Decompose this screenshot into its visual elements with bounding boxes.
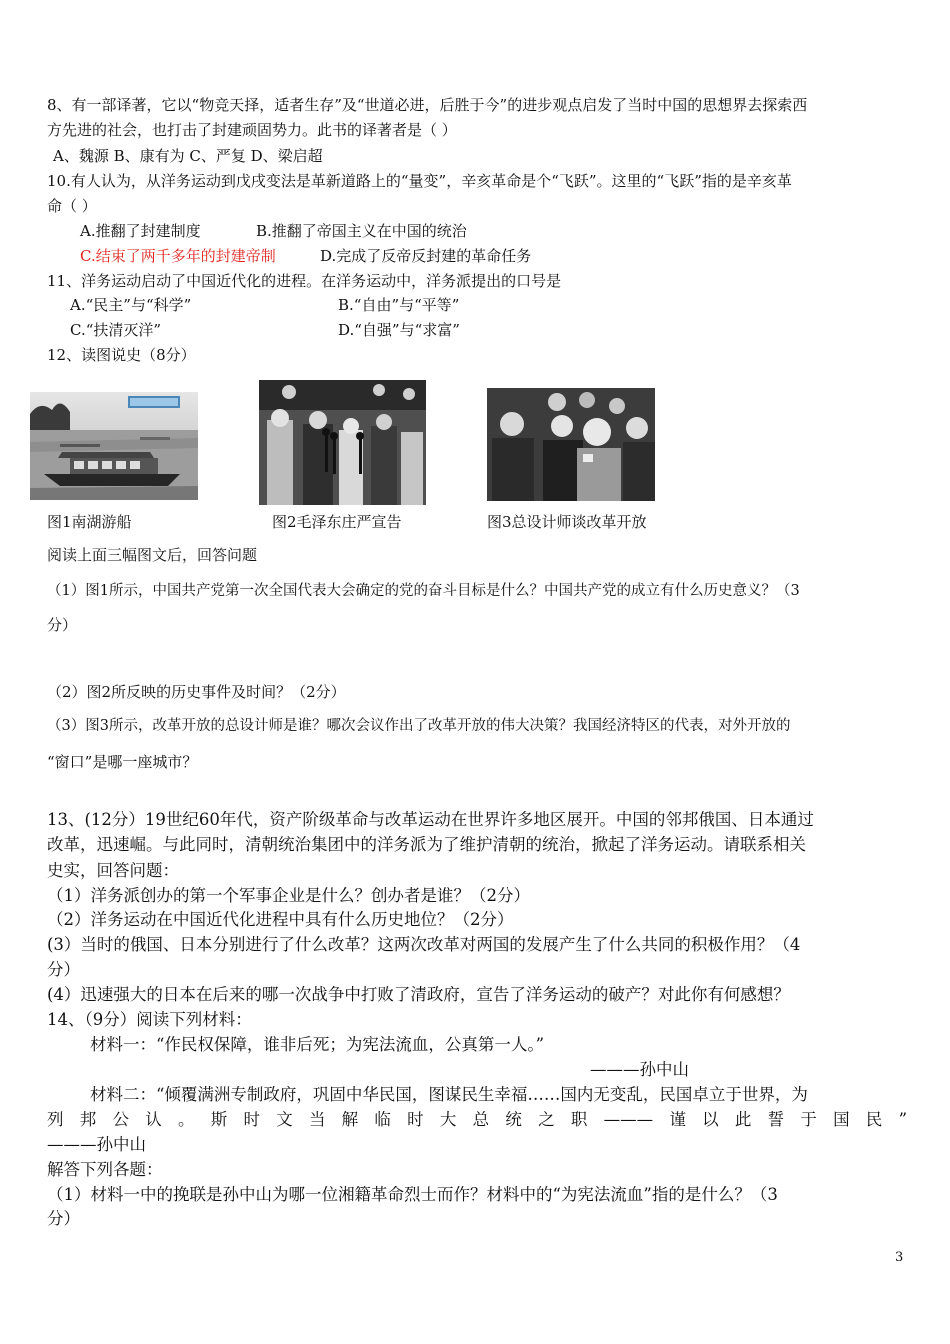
q10-stem-line1: 10.有人认为，从洋务运动到戊戌变法是革新道路上的“量变”，辛亥革命是个“飞跃”。这里的“飞跃”指的是辛亥革	[47, 172, 792, 190]
q12-part3-line2: “窗口”是哪一座城市？	[47, 753, 198, 771]
q13-part2: （2）洋务运动在中国近代化进程中具有什么历史地位？（2分）	[47, 910, 514, 929]
q13-stem-line1: 13、(12分）19世纪60年代，资产阶级革命与改革运动在世界许多地区展开。中国的邻邦俄国、日本通过	[47, 810, 814, 829]
q14-material2-line1: 材料二：“倾覆满洲专制政府，巩固中华民国，图谋民生幸福……国内无变乱，民国卓立于世界，为	[90, 1085, 808, 1104]
q14-material1-source: ———孙中山	[590, 1060, 689, 1079]
q14-part1-line2: 分）	[47, 1209, 80, 1228]
q12-part1-line2: 分）	[47, 616, 78, 634]
q11-option-c: C.“扶清灭洋”	[70, 321, 162, 339]
figure-3-caption: 图3总设计师谈改革开放	[487, 513, 647, 531]
q12-part1-line1: （1）图1所示，中国共产党第一次全国代表大会确定的党的奋斗目标是什么？中国共产党的成立有什么历史意义？（3	[47, 583, 800, 599]
figure-3-photo	[487, 388, 655, 501]
page-number: 3	[895, 1250, 904, 1265]
figure-1-photo	[30, 392, 198, 500]
figure-1-caption: 图1南湖游船	[47, 513, 132, 531]
q8-stem-line2: 方先进的社会，也打击了封建顽固势力。此书的译著者是（ ）	[47, 121, 457, 139]
q10-stem-line2: 命（ ）	[47, 197, 97, 215]
q14-material2-source: ———孙中山	[47, 1135, 146, 1154]
q8-stem-line1: 8、有一部译著，它以“物竞天择，适者生存”及“世道必进，后胜于今”的进步观点启发了当时中国的思想界去探索西	[47, 96, 808, 114]
q10-option-b: B.推翻了帝国主义在中国的统治	[256, 222, 467, 240]
q14-instruction: 解答下列各题：	[47, 1160, 163, 1179]
figure-2-caption: 图2毛泽东庄严宣告	[272, 513, 402, 531]
q8-options: A、魏源 B、康有为 C、严复 D、梁启超	[53, 147, 323, 165]
q14-title: 14、（9分）阅读下列材料：	[47, 1010, 252, 1029]
q12-title: 12、读图说史（8分）	[47, 346, 196, 364]
proclamation-image	[259, 380, 426, 505]
reform-image	[487, 388, 655, 501]
q12-part3-line1: （3）图3所示，改革开放的总设计师是谁？哪次会议作出了改革开放的伟大决策？我国经济特区的代表，对外开放的	[47, 718, 791, 734]
q14-material1: 材料一：“作民权保障，谁非后死；为宪法流血，公真第一人。”	[90, 1035, 545, 1054]
q14-material2-line2: 列邦公认。斯时文当解临时大总统之职———谨以此誓于国民”	[47, 1110, 907, 1129]
q10-option-d: D.完成了反帝反封建的革命任务	[320, 247, 532, 265]
boat-image	[30, 392, 198, 500]
q11-stem: 11、洋务运动启动了中国近代化的进程。在洋务运动中，洋务派提出的口号是	[47, 272, 562, 290]
q13-stem-line3: 史实，回答问题：	[47, 861, 179, 880]
q11-option-b: B.“自由”与“平等”	[338, 296, 460, 314]
q12-intro: 阅读上面三幅图文后，回答问题	[47, 546, 258, 564]
q11-option-d: D.“自强”与“求富”	[338, 321, 460, 339]
q10-option-a: A.推翻了封建制度	[80, 222, 201, 240]
q10-option-c: C.结束了两千多年的封建帝制	[80, 247, 276, 265]
q11-option-a: A.“民主”与“科学”	[70, 296, 192, 314]
figure-2-photo	[259, 380, 426, 505]
q13-part3-line2: 分）	[47, 960, 80, 979]
q12-part2: （2）图2所反映的历史事件及时间？（2分）	[47, 683, 346, 701]
q13-stem-line2: 改革，迅速崛。与此同时，清朝统治集团中的洋务派为了维护清朝的统治，掀起了洋务运动。请联系相关	[47, 835, 806, 854]
q13-part4: (4）迅速强大的日本在后来的哪一次战争中打败了清政府，宣告了洋务运动的破产？对此你有何感想？	[47, 985, 790, 1004]
q13-part3-line1: (3）当时的俄国、日本分别进行了什么改革？这两次改革对两国的发展产生了什么共同的积极作用？（4	[47, 935, 801, 954]
q14-part1-line1: （1）材料一中的挽联是孙中山为哪一位湘籍革命烈士而作？材料中的“为宪法流血”指的是什么？（3	[47, 1185, 778, 1204]
q13-part1: （1）洋务派创办的第一个军事企业是什么？创办者是谁？（2分）	[47, 886, 530, 905]
